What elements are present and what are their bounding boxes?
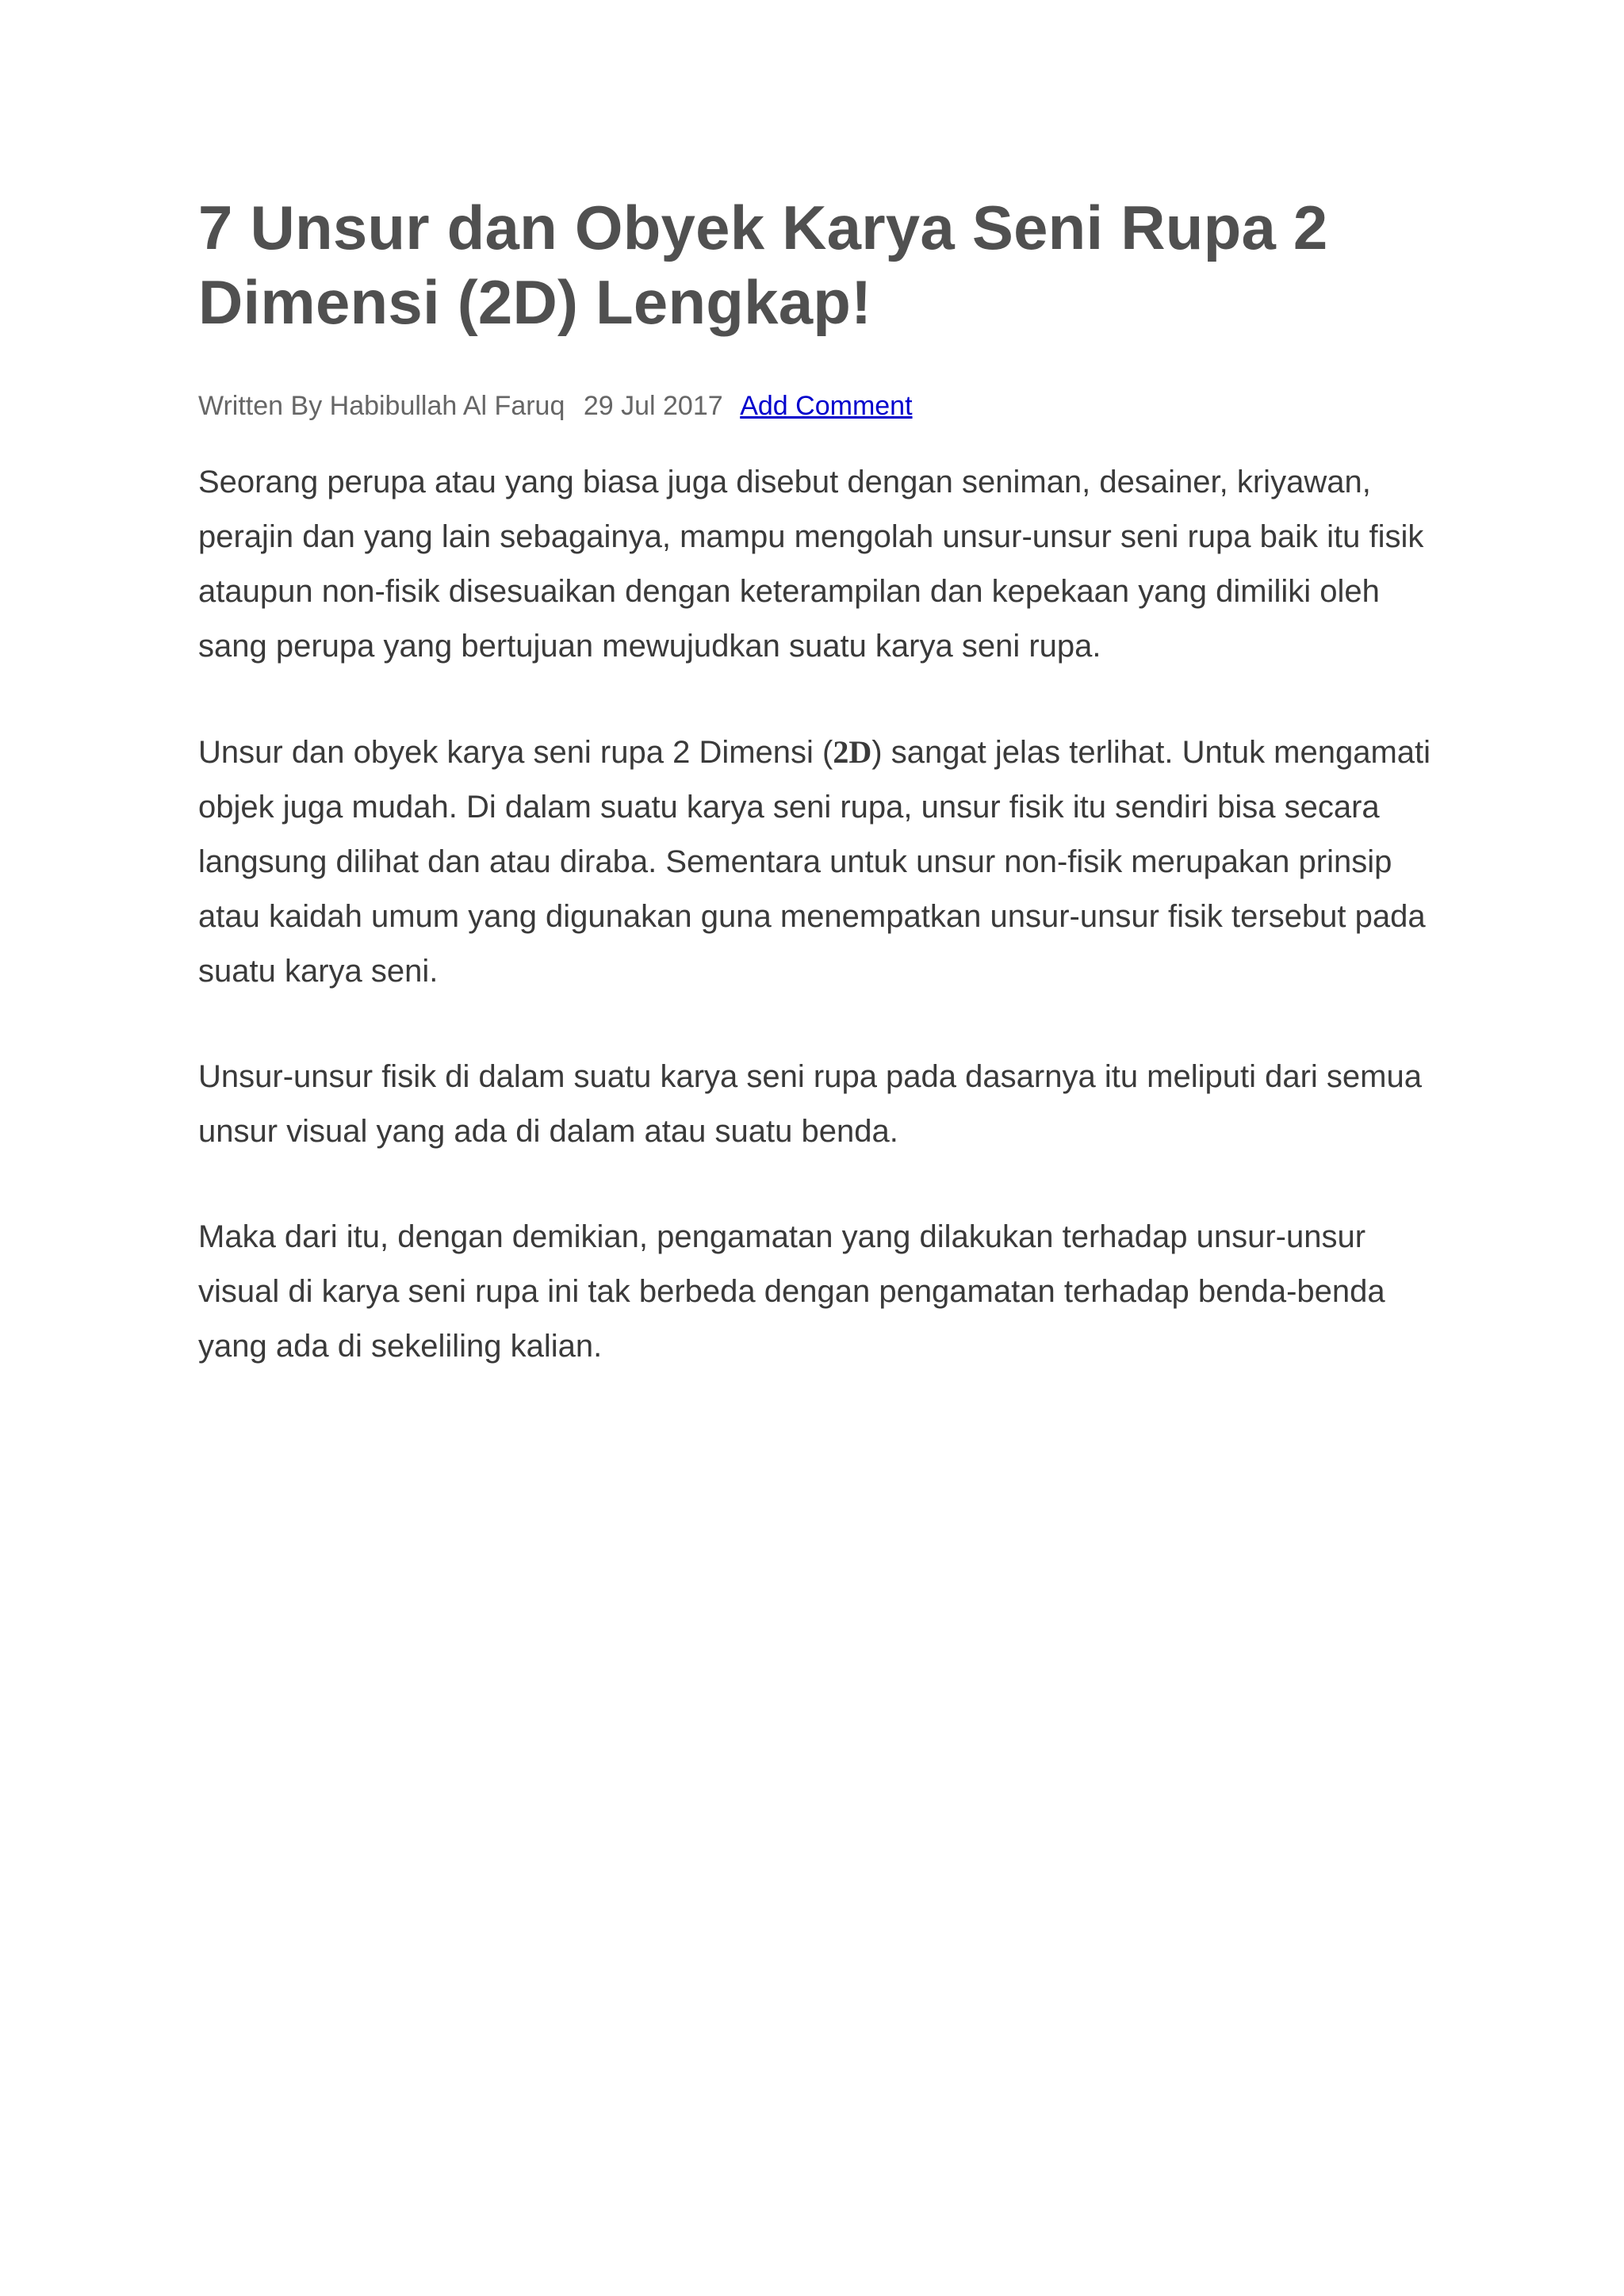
publish-date: 29 Jul 2017: [583, 391, 723, 421]
paragraph-3: Unsur-unsur fisik di dalam suatu karya seni rupa pada dasarnya itu meliputi dari semua unsur visual yang ada di dalam atau suatu benda.: [198, 1059, 1422, 1149]
article-meta: [198, 388, 1435, 423]
paragraph-2-text-b: ) sangat jelas terlihat. Untuk mengamati objek juga mudah. Di dalam suatu karya seni rupa, unsur fisik itu sendiri bisa secara langsung dilihat dan atau diraba. Sementara untuk unsur non-fisik merupakan prinsip atau kaidah umum yang digunakan guna menempatkan unsur-unsur fisik tersebut pada suatu karya seni.: [198, 735, 1431, 989]
paragraph-2-text-a: Unsur dan obyek karya seni rupa 2 Dimensi (: [198, 735, 833, 770]
paragraph-2: [198, 725, 1435, 999]
article-title: 7 Unsur dan Obyek Karya Seni Rupa 2 Dimensi (2D) Lengkap!: [198, 193, 1328, 337]
paragraph-1: Seorang perupa atau yang biasa juga disebut dengan seniman, desainer, kriyawan, perajin dan yang lain sebagainya, mampu mengolah unsur-unsur seni rupa baik itu fisik ataupun non-fisik disesuaikan dengan keterampilan dan kepekaan yang dimiliki oleh sang perupa yang bertujuan mewujudkan suatu karya seni rupa.: [198, 465, 1424, 664]
paragraph-4: Maka dari itu, dengan demikian, pengamatan yang dilakukan terhadap unsur-unsur visual di karya seni rupa ini tak berbeda dengan pengamatan terhadap benda-benda yang ada di sekeliling kalian.: [198, 1219, 1385, 1364]
add-comment-link[interactable]: Add Comment: [740, 391, 913, 421]
article: [198, 190, 1435, 1374]
paragraph-2-bold-2d: 2D: [833, 734, 872, 770]
author-byline: Written By Habibullah Al Faruq: [198, 391, 565, 421]
